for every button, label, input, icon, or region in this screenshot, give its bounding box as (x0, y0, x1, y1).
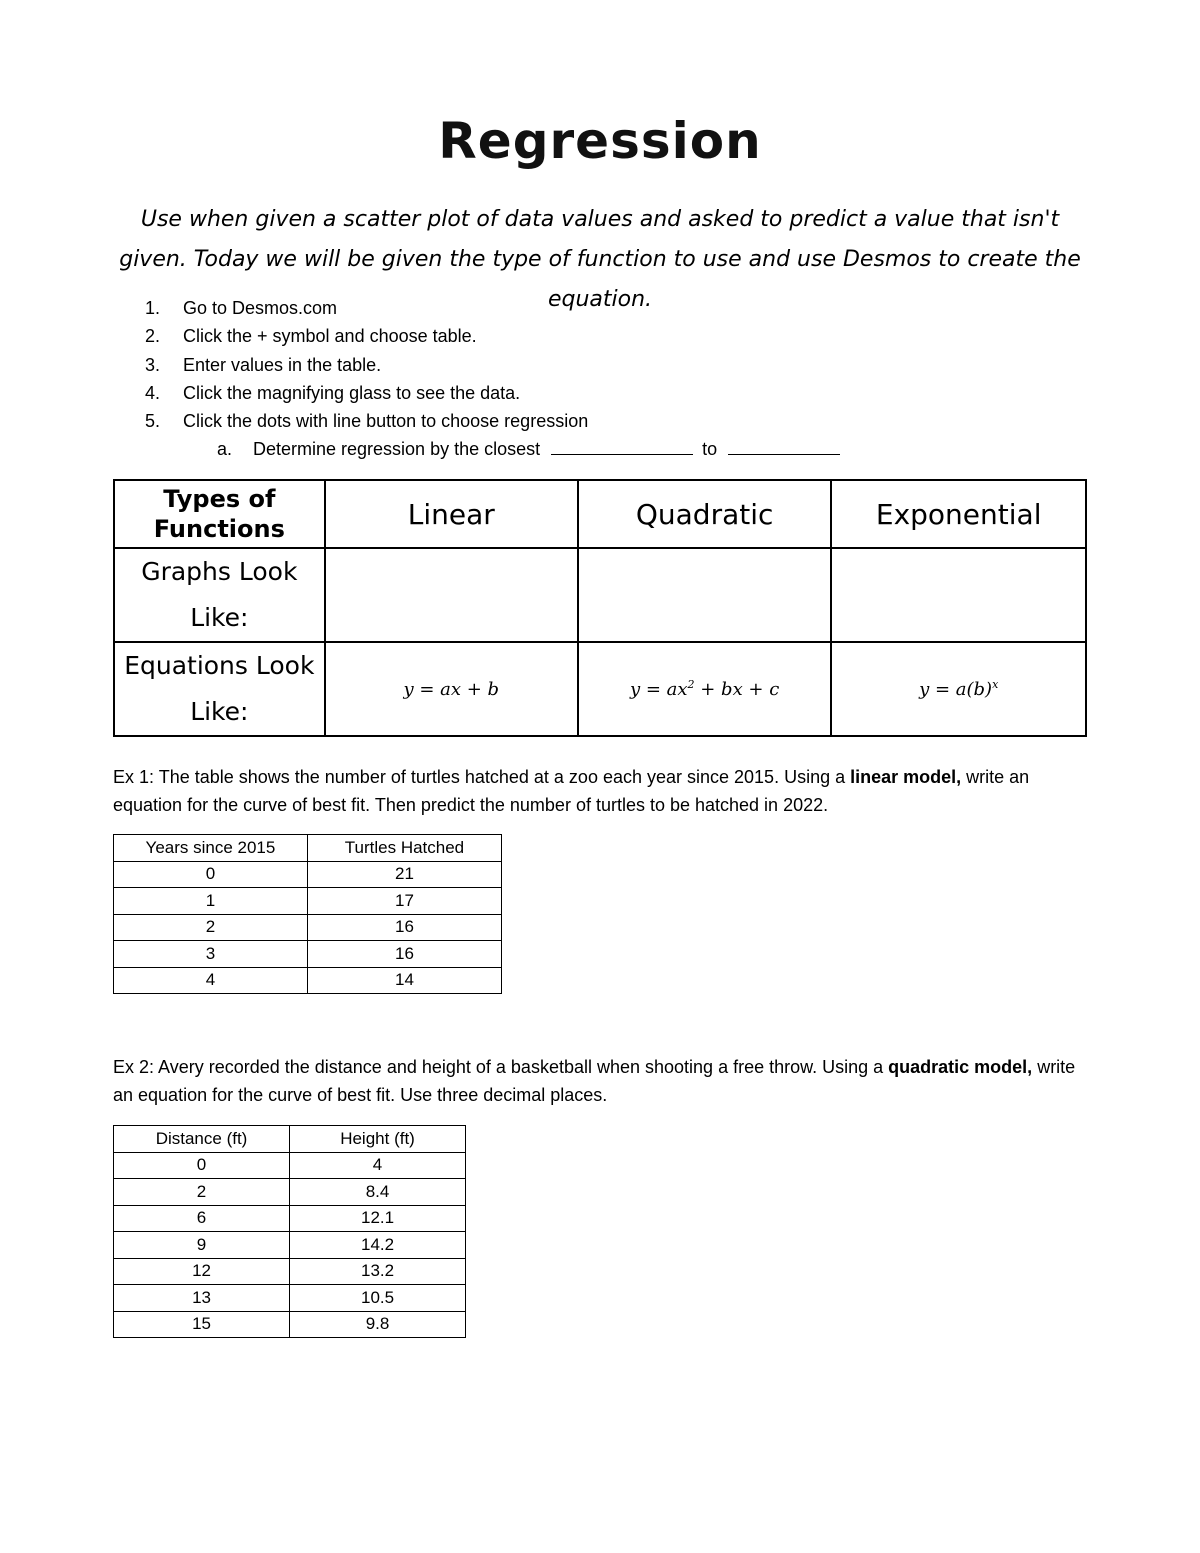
quadratic-equation-part: y = ax (629, 679, 688, 700)
linear-header: Linear (407, 497, 495, 531)
list-item (145, 294, 1045, 322)
table-header-cell (578, 480, 831, 548)
table-row (114, 480, 1086, 548)
step-text: Go to Desmos.com (183, 298, 338, 318)
graphs-label: Graphs Look Like: (141, 557, 298, 632)
steps-list (145, 294, 1045, 464)
table-cell: 4 (290, 1152, 466, 1179)
exponential-graph-cell[interactable] (831, 548, 1086, 642)
table-cell: 12 (114, 1258, 290, 1285)
table-cell: 10.5 (290, 1285, 466, 1312)
table-row (114, 888, 502, 915)
table-row (114, 1311, 466, 1338)
table-cell: 13 (114, 1285, 290, 1312)
table-cell (114, 548, 325, 642)
equations-label: Equations Look Like: (124, 651, 315, 726)
example-1-text (113, 763, 1093, 819)
table-header-row (114, 1126, 466, 1153)
answer-blank[interactable] (728, 436, 840, 455)
step-text: Enter values in the table. (183, 354, 382, 375)
step-number: 5. (145, 411, 161, 432)
table-row (114, 861, 502, 888)
table-row (114, 914, 502, 941)
quadratic-equation-part: + bx + c (694, 679, 780, 700)
step-text: Click the magnifying glass to see the data. (183, 382, 521, 403)
table-row (114, 1232, 466, 1259)
example-2-suffix: write an equation for the curve of best fit. Use three decimal places. (113, 1057, 1076, 1105)
linear-equation: y = ax + b (403, 678, 500, 700)
exponential-header: Exponential (875, 497, 1042, 531)
table-row (114, 1258, 466, 1285)
column-header: Distance (ft) (114, 1126, 290, 1153)
example-1-model: linear model, (850, 767, 962, 787)
exponential-exponent: x (992, 678, 999, 691)
example-1-prefix: Ex 1: The table shows the number of turtles hatched at a zoo each year since 2015. Using a (113, 767, 851, 787)
example-1-suffix: write an equation for the curve of best fit. Then predict the number of turtles to be hatched in 2022. (113, 767, 1030, 815)
quadratic-header: Quadratic (635, 497, 774, 531)
table-cell: 14 (307, 967, 501, 994)
list-item (145, 322, 1045, 350)
substep-text (253, 435, 840, 463)
table-cell: 17 (307, 888, 501, 915)
step-number: 1. (145, 298, 161, 318)
column-header: Years since 2015 (114, 835, 308, 862)
table-row (114, 941, 502, 968)
substep-letter: a. (217, 439, 233, 460)
column-header: Height (ft) (290, 1126, 466, 1153)
types-of-functions-label: Types of Functions (153, 485, 285, 543)
table-cell: 9.8 (290, 1311, 466, 1338)
table-row (114, 548, 1086, 642)
linear-graph-cell[interactable] (325, 548, 578, 642)
table-cell: 21 (307, 861, 501, 888)
table-cell: 3 (114, 941, 308, 968)
substep-text-before: Determine regression by the closest (253, 439, 541, 460)
example-2-model: quadratic model, (888, 1057, 1033, 1077)
table-row (114, 967, 502, 994)
table-row (114, 1285, 466, 1312)
table-cell (578, 642, 831, 736)
example-2-prefix: Ex 2: Avery recorded the distance and height of a basketball when shooting a free throw. Using a (113, 1057, 889, 1077)
table-cell: 2 (114, 1179, 290, 1206)
table-cell: 15 (114, 1311, 290, 1338)
list-item (145, 379, 1045, 407)
page-title: Regression (438, 112, 762, 170)
table-row (114, 1205, 466, 1232)
table-header-row (114, 835, 502, 862)
step-text: Click the + symbol and choose table. (183, 326, 477, 347)
table-cell: 0 (114, 1152, 290, 1179)
function-types-table (113, 479, 1087, 737)
basketball-table (113, 1125, 466, 1338)
example-2-text (113, 1053, 1093, 1109)
table-cell (114, 642, 325, 736)
step-number: 4. (145, 382, 161, 403)
table-cell: 14.2 (290, 1232, 466, 1259)
table-header-cell (114, 480, 325, 548)
step-number: 3. (145, 354, 161, 375)
table-cell: 0 (114, 861, 308, 888)
table-row (114, 1152, 466, 1179)
table-cell: 6 (114, 1205, 290, 1232)
exponential-equation-part: y = a(b) (919, 679, 993, 700)
table-cell (831, 642, 1086, 736)
list-item (145, 407, 1045, 435)
table-row (114, 1179, 466, 1206)
table-cell: 16 (307, 914, 501, 941)
table-cell: 1 (114, 888, 308, 915)
sub-list-item (145, 435, 1045, 463)
table-cell: 2 (114, 914, 308, 941)
quadratic-graph-cell[interactable] (578, 548, 831, 642)
table-header-cell (325, 480, 578, 548)
quadratic-exponent: 2 (687, 678, 695, 691)
table-cell: 13.2 (290, 1258, 466, 1285)
table-cell: 8.4 (290, 1179, 466, 1206)
turtles-table (113, 834, 502, 994)
quadratic-equation (630, 679, 779, 700)
column-header: Turtles Hatched (307, 835, 501, 862)
table-cell: 16 (307, 941, 501, 968)
substep-text-middle: to (702, 439, 718, 460)
step-number: 2. (145, 326, 161, 347)
table-header-cell (831, 480, 1086, 548)
table-cell: 12.1 (290, 1205, 466, 1232)
answer-blank[interactable] (551, 436, 693, 455)
table-cell: 9 (114, 1232, 290, 1259)
list-item (145, 351, 1045, 379)
exponential-equation (919, 679, 998, 700)
table-row (114, 642, 1086, 736)
table-cell (325, 642, 578, 736)
table-cell: 4 (114, 967, 308, 994)
step-text: Click the dots with line button to choose regression (183, 411, 589, 432)
intro-text: Use when given a scatter plot of data values and asked to predict a value that isn't given. Today we will be given the type of function to use and use Desmos to create the equation. (119, 207, 1081, 312)
